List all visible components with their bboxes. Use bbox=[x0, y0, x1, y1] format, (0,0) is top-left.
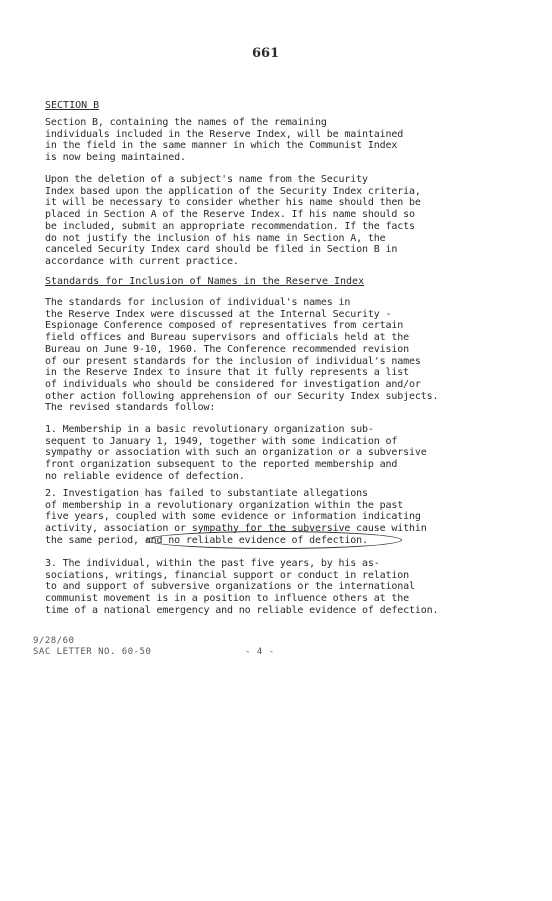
text-line: 1. Membership in a basic revolutionary organization sub- bbox=[45, 424, 374, 435]
section-b-heading: SECTION B bbox=[45, 100, 100, 111]
text-line: activity, association or sympathy for the subversive cause within bbox=[45, 523, 427, 535]
text-line: of individuals who should be considered for investigation and/or bbox=[45, 378, 421, 390]
text-line: the Reserve Index were discussed at the Internal Security - bbox=[45, 308, 392, 320]
text-line: front organization subsequent to the reported membership and bbox=[45, 459, 398, 471]
text-line: sympathy or association with such an organization or a subversive bbox=[45, 447, 427, 459]
text-line: of membership in a revolutionary organization within the past bbox=[45, 499, 404, 511]
text-line: Bureau on June 9-10, 1960. The Conference recommended revision bbox=[45, 343, 409, 355]
standard-item-3 bbox=[45, 558, 438, 617]
text-line: 3. The individual, within the past five years, by his as- bbox=[45, 558, 380, 569]
text-line: it will be necessary to consider whether his name should then be bbox=[45, 197, 421, 209]
text-line: Espionage Conference composed of representatives from certain bbox=[45, 320, 404, 332]
text-line: canceled Security Index card should be filed in Section B in bbox=[45, 244, 398, 256]
footer-page-mark: - 4 - bbox=[245, 647, 275, 657]
text-line: to and support of subversive organizations or the international bbox=[45, 581, 415, 593]
text-line: sociations, writings, financial support or conduct in relation bbox=[45, 569, 409, 581]
standard-item-1 bbox=[45, 424, 427, 483]
text-line: The revised standards follow: bbox=[45, 402, 216, 414]
text-line: five years, coupled with some evidence or information indicating bbox=[45, 511, 421, 523]
text-line: placed in Section A of the Reserve Index. If his name should so bbox=[45, 209, 415, 221]
text-line: time of a national emergency and no reliable evidence of defection. bbox=[45, 604, 439, 616]
text-line: Upon the deletion of a subject's name from the Security bbox=[45, 174, 368, 185]
standards-intro-paragraph bbox=[45, 297, 438, 414]
text-line: communist movement is in a position to influence others at the bbox=[45, 593, 409, 605]
text-line: do not justify the inclusion of his name in Section A, the bbox=[45, 232, 386, 244]
footer-letter-reference: SAC LETTER NO. 60-50 bbox=[33, 647, 152, 657]
text-line: field offices and Bureau supervisors and officials held at the bbox=[45, 332, 409, 344]
text-line: sequent to January 1, 1949, together with some indication of bbox=[45, 435, 398, 447]
text-line: in the Reserve Index to insure that it fully represents a list bbox=[45, 367, 409, 379]
text-line: be included, submit an appropriate recommendation. If the facts bbox=[45, 220, 415, 232]
handwritten-circle-mark bbox=[146, 531, 402, 549]
page-number: 661 bbox=[252, 46, 280, 61]
text-line: in the field in the same manner in which the Communist Index bbox=[45, 140, 398, 152]
standards-heading: Standards for Inclusion of Names in the Reserve Index bbox=[45, 276, 365, 287]
text-line: is now being maintained. bbox=[45, 152, 186, 164]
text-line: Section B, containing the names of the remaining bbox=[45, 117, 327, 128]
text-line: individuals included in the Reserve Index, will be maintained bbox=[45, 128, 404, 140]
text-line: Index based upon the application of the Security Index criteria, bbox=[45, 185, 421, 197]
text-line: other action following apprehension of our Security Index subjects. bbox=[45, 390, 439, 402]
text-line: accordance with current practice. bbox=[45, 255, 239, 267]
text-line: no reliable evidence of defection. bbox=[45, 470, 245, 482]
footer-date: 9/28/60 bbox=[33, 636, 75, 646]
text-line: the same period, and no reliable evidence of defection. bbox=[45, 534, 368, 546]
text-line: 2. Investigation has failed to substantiate allegations bbox=[45, 488, 368, 499]
section-b-paragraph-1 bbox=[45, 117, 403, 164]
text-line: of our present standards for the inclusion of individual's names bbox=[45, 355, 421, 367]
text-line: The standards for inclusion of individual's names in bbox=[45, 297, 351, 308]
section-b-paragraph-2 bbox=[45, 174, 421, 268]
